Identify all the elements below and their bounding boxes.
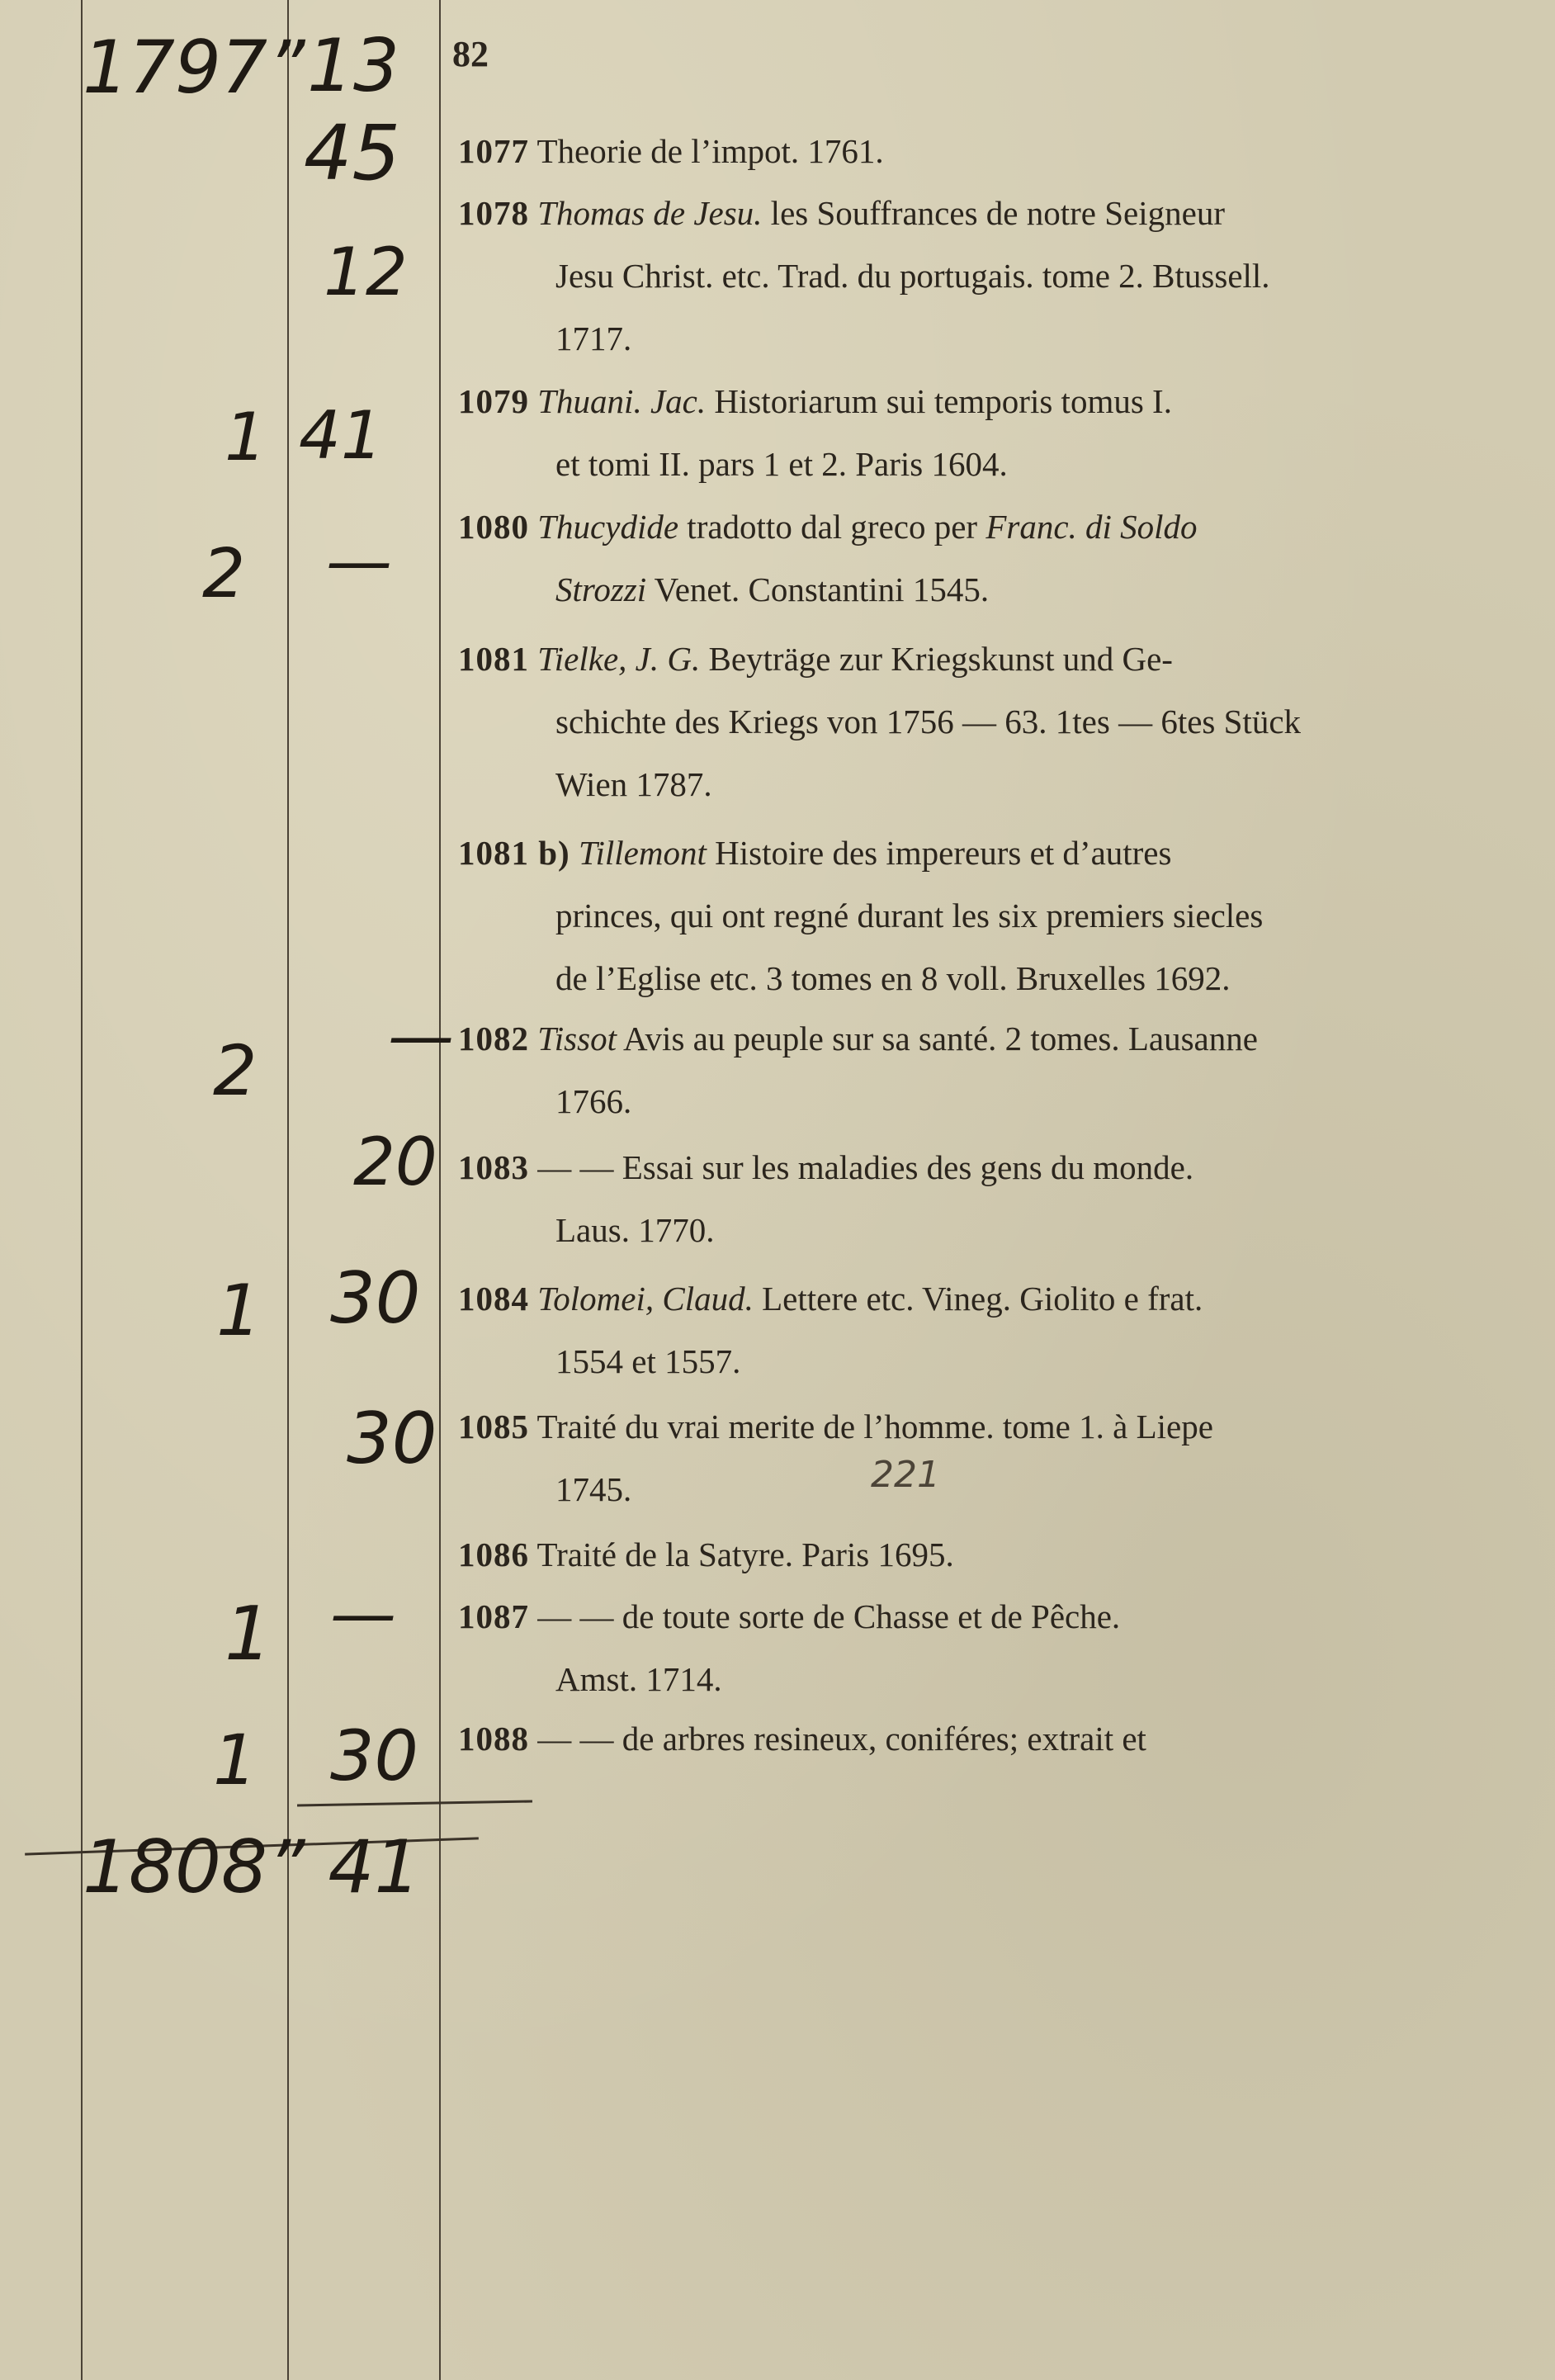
entry-number: 1079 bbox=[458, 382, 529, 420]
entry-text: Traité de la Satyre. Paris 1695. bbox=[536, 1535, 954, 1573]
sum-rule-upper bbox=[297, 1800, 532, 1807]
entry-text: schichte des Kriegs von 1756 — 63. 1tes — 6tes Stück bbox=[555, 703, 1302, 740]
handwritten-top-year: 1797” bbox=[83, 25, 305, 110]
entry-text: — — de arbres resineux, coniféres; extrait et bbox=[537, 1720, 1146, 1758]
entry-text: de l’Eglise etc. 3 tomes en 8 voll. Bruxelles 1692. bbox=[555, 959, 1231, 997]
entry-text: 1554 et 1557. bbox=[555, 1342, 741, 1380]
entry-text: Lettere etc. Vineg. Giolito e frat. bbox=[762, 1280, 1203, 1318]
page-number: 82 bbox=[452, 34, 489, 74]
catalogue-entry bbox=[458, 1585, 1432, 1710]
price-right: 30 bbox=[330, 1715, 418, 1796]
entry-text: 1745. bbox=[555, 1470, 632, 1508]
entry-text: les Souffrances de notre Seigneur bbox=[770, 194, 1225, 232]
catalogue-entry bbox=[458, 1267, 1432, 1393]
catalogue-entry bbox=[458, 1136, 1432, 1261]
catalogue-entry bbox=[458, 1007, 1432, 1133]
price-left: 1 bbox=[216, 1270, 262, 1352]
price-right: 30 bbox=[330, 1257, 421, 1340]
entry-number: 1085 bbox=[458, 1408, 529, 1446]
pencil-annotation: 221 bbox=[871, 1454, 940, 1496]
entry-text: Wien 1787. bbox=[555, 765, 712, 803]
entry-number: 1082 bbox=[458, 1020, 529, 1058]
entry-text: Beyträge zur Kriegskunst und Ge- bbox=[708, 640, 1173, 678]
entry-text: Traité du vrai merite de l’homme. tome 1. à Liepe bbox=[536, 1408, 1213, 1446]
entry-number: 1084 bbox=[458, 1280, 529, 1318]
catalogue-entry bbox=[458, 495, 1432, 621]
catalogue-entry bbox=[458, 120, 1432, 182]
entry-number: 1081 b) bbox=[458, 834, 570, 872]
catalogue-entry bbox=[458, 182, 1432, 370]
entry-author: Thomas de Jesu. bbox=[537, 194, 763, 232]
entry-text: Laus. 1770. bbox=[555, 1211, 715, 1249]
entry-author: Thucydide bbox=[537, 508, 679, 546]
entry-author: Tillemont bbox=[578, 834, 707, 872]
entry-text: Theorie de l’impot. 1761. bbox=[536, 132, 884, 170]
entry-author: Tissot bbox=[537, 1020, 617, 1058]
handwritten-total: 1808” 41 bbox=[83, 1824, 421, 1909]
catalogue-entry bbox=[458, 370, 1432, 495]
ruling-left bbox=[81, 0, 83, 2380]
entry-number: 1077 bbox=[458, 132, 529, 170]
price-left: 1 bbox=[225, 399, 267, 476]
price-right: — bbox=[326, 523, 392, 599]
entry-number: 1081 bbox=[458, 640, 529, 678]
catalogue-entry bbox=[458, 627, 1432, 816]
entry-text: princes, qui ont regné durant les six premiers siecles bbox=[555, 897, 1264, 934]
catalogue-entry bbox=[458, 1523, 1432, 1586]
price-left: 2 bbox=[202, 535, 246, 613]
entry-text: — — Essai sur les maladies des gens du monde. bbox=[537, 1148, 1194, 1186]
catalogue-entry bbox=[458, 1707, 1432, 1770]
entry-translator: Strozzi bbox=[555, 570, 647, 608]
entry-text: Venet. Constantini 1545. bbox=[654, 570, 990, 608]
price-right: 41 bbox=[299, 397, 383, 474]
ruling-right bbox=[439, 0, 441, 2380]
entry-number: 1083 bbox=[458, 1148, 529, 1186]
entry-text: Jesu Christ. etc. Trad. du portugais. tome 2. Btussell. bbox=[555, 257, 1270, 295]
price-left: 1 bbox=[213, 1720, 258, 1800]
price-right: 20 bbox=[353, 1124, 437, 1200]
entry-text: Historiarum sui temporis tomus I. bbox=[714, 382, 1172, 420]
price-right: 30 bbox=[347, 1398, 437, 1480]
price-left: 2 bbox=[213, 1030, 258, 1111]
entry-text: tradotto dal greco per bbox=[687, 508, 978, 546]
entry-text: Avis au peuple sur sa santé. 2 tomes. Lausanne bbox=[622, 1020, 1258, 1058]
entry-text: et tomi II. pars 1 et 2. Paris 1604. bbox=[555, 445, 1008, 483]
catalogue-entry bbox=[458, 1395, 1432, 1521]
entry-number: 1078 bbox=[458, 194, 529, 232]
entry-author: Tolomei, Claud. bbox=[537, 1280, 754, 1318]
price-right: 45 bbox=[304, 109, 401, 197]
price-left: 1 bbox=[225, 1591, 272, 1677]
entry-text: — — de toute sorte de Chasse et de Pêche. bbox=[537, 1597, 1121, 1635]
handwritten-top-sum: 13 bbox=[307, 23, 399, 108]
entry-text: Histoire des impereurs et d’autres bbox=[715, 834, 1172, 872]
entry-text: Amst. 1714. bbox=[555, 1660, 722, 1698]
entry-author: Thuani. Jac. bbox=[537, 382, 707, 420]
catalogue-entry bbox=[458, 821, 1432, 1010]
entry-text: 1717. bbox=[555, 319, 632, 357]
entry-number: 1087 bbox=[458, 1597, 529, 1635]
entry-number: 1086 bbox=[458, 1535, 529, 1573]
entry-number: 1088 bbox=[458, 1720, 529, 1758]
price-right: — bbox=[330, 1575, 396, 1652]
ruling-middle bbox=[287, 0, 289, 2380]
price-right: — bbox=[388, 997, 454, 1074]
entry-text: 1766. bbox=[555, 1082, 632, 1120]
price-right: 12 bbox=[324, 234, 408, 310]
entry-author: Tielke, J. G. bbox=[537, 640, 701, 678]
entry-translator: Franc. di Soldo bbox=[985, 508, 1198, 546]
entry-number: 1080 bbox=[458, 508, 529, 546]
